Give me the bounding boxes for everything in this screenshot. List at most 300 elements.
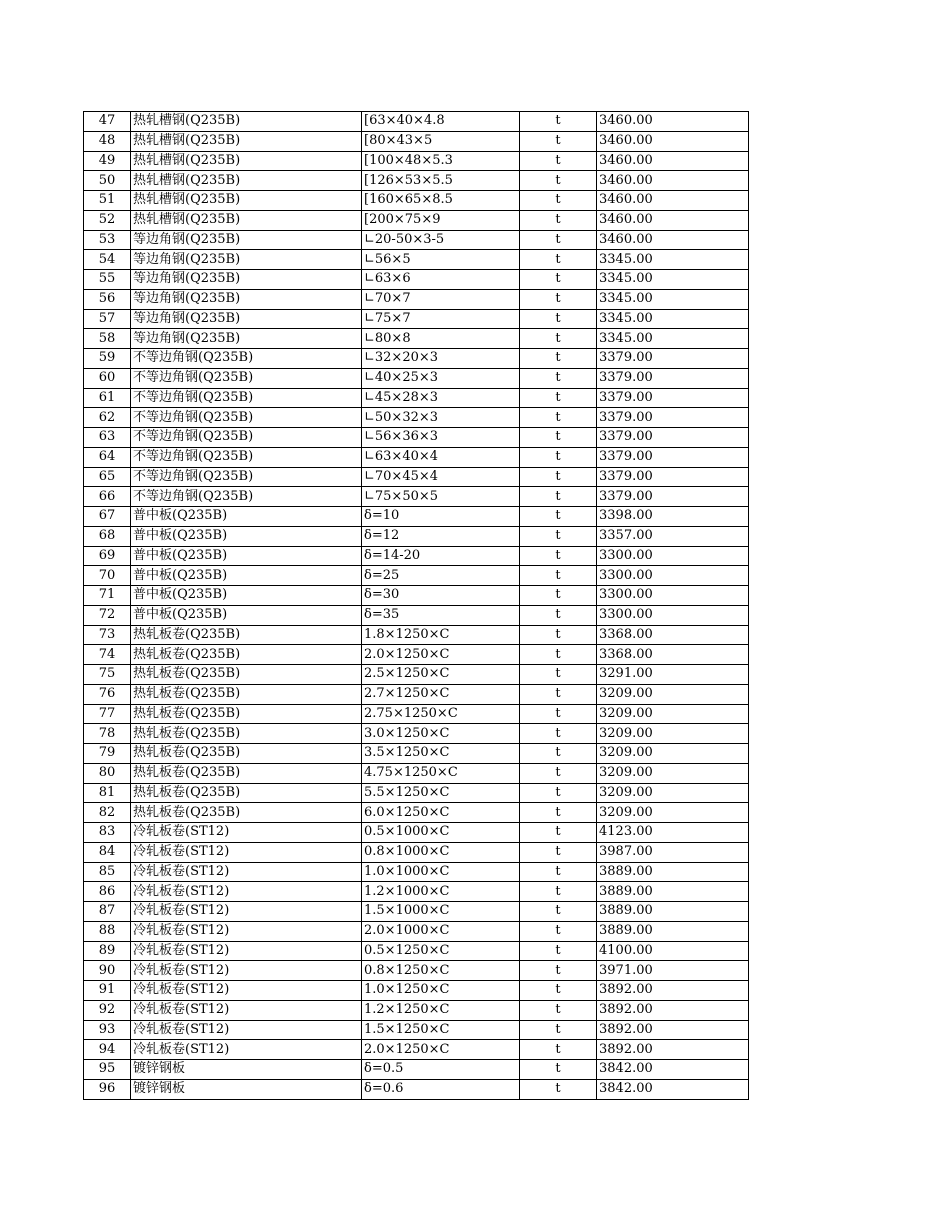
unit-cell: t — [520, 566, 597, 586]
unit-cell: t — [520, 250, 597, 270]
table-row — [84, 230, 749, 250]
unit-cell: t — [520, 724, 597, 744]
price-cell: 3842.00 — [597, 1079, 749, 1099]
material-name-cell: 不等边角钢(Q235B) — [131, 447, 362, 467]
unit-cell: t — [520, 823, 597, 843]
unit-cell: t — [520, 842, 597, 862]
price-cell: 4123.00 — [597, 823, 749, 843]
unit-cell: t — [520, 803, 597, 823]
table-row — [84, 665, 749, 685]
price-cell: 3209.00 — [597, 783, 749, 803]
row-number-cell: 91 — [84, 981, 131, 1001]
unit-cell: t — [520, 763, 597, 783]
unit-cell: t — [520, 329, 597, 349]
unit-cell: t — [520, 447, 597, 467]
table-row — [84, 210, 749, 230]
material-name-cell: 普中板(Q235B) — [131, 546, 362, 566]
table-row — [84, 270, 749, 290]
specification-cell: ∟56×36×3 — [362, 428, 520, 448]
specification-cell: ∟20-50×3-5 — [362, 230, 520, 250]
table-row — [84, 546, 749, 566]
price-cell: 3300.00 — [597, 586, 749, 606]
price-cell: 3379.00 — [597, 487, 749, 507]
price-cell: 3368.00 — [597, 645, 749, 665]
price-cell: 3345.00 — [597, 329, 749, 349]
unit-cell: t — [520, 487, 597, 507]
table-row — [84, 131, 749, 151]
specification-cell: [100×48×5.3 — [362, 151, 520, 171]
price-cell: 3379.00 — [597, 368, 749, 388]
specification-cell: 1.2×1000×C — [362, 882, 520, 902]
price-cell: 3889.00 — [597, 882, 749, 902]
specification-cell: δ=30 — [362, 586, 520, 606]
material-name-cell: 不等边角钢(Q235B) — [131, 349, 362, 369]
table-row — [84, 526, 749, 546]
table-row — [84, 724, 749, 744]
table-row — [84, 368, 749, 388]
price-cell: 4100.00 — [597, 941, 749, 961]
material-name-cell: 不等边角钢(Q235B) — [131, 428, 362, 448]
price-table — [83, 111, 749, 1100]
unit-cell: t — [520, 605, 597, 625]
specification-cell: 2.5×1250×C — [362, 665, 520, 685]
row-number-cell: 51 — [84, 191, 131, 211]
unit-cell: t — [520, 684, 597, 704]
row-number-cell: 85 — [84, 862, 131, 882]
unit-cell: t — [520, 981, 597, 1001]
row-number-cell: 89 — [84, 941, 131, 961]
price-cell: 3345.00 — [597, 309, 749, 329]
material-name-cell: 冷轧板卷(ST12) — [131, 882, 362, 902]
price-cell: 3209.00 — [597, 684, 749, 704]
table-row — [84, 1000, 749, 1020]
table-row — [84, 842, 749, 862]
table-row — [84, 803, 749, 823]
row-number-cell: 70 — [84, 566, 131, 586]
row-number-cell: 79 — [84, 744, 131, 764]
specification-cell: δ=0.6 — [362, 1079, 520, 1099]
material-name-cell: 等边角钢(Q235B) — [131, 250, 362, 270]
material-name-cell: 热轧槽钢(Q235B) — [131, 191, 362, 211]
specification-cell: [63×40×4.8 — [362, 112, 520, 132]
material-name-cell: 冷轧板卷(ST12) — [131, 1040, 362, 1060]
table-row — [84, 467, 749, 487]
price-cell: 3379.00 — [597, 428, 749, 448]
table-row — [84, 744, 749, 764]
row-number-cell: 71 — [84, 586, 131, 606]
row-number-cell: 94 — [84, 1040, 131, 1060]
material-name-cell: 镀锌钢板 — [131, 1060, 362, 1080]
price-cell: 3379.00 — [597, 349, 749, 369]
material-name-cell: 冷轧板卷(ST12) — [131, 941, 362, 961]
unit-cell: t — [520, 625, 597, 645]
material-name-cell: 不等边角钢(Q235B) — [131, 388, 362, 408]
row-number-cell: 61 — [84, 388, 131, 408]
material-name-cell: 热轧板卷(Q235B) — [131, 803, 362, 823]
price-cell: 3889.00 — [597, 902, 749, 922]
table-row — [84, 171, 749, 191]
material-name-cell: 不等边角钢(Q235B) — [131, 368, 362, 388]
table-row — [84, 921, 749, 941]
unit-cell: t — [520, 210, 597, 230]
price-cell: 3398.00 — [597, 507, 749, 527]
table-row — [84, 981, 749, 1001]
specification-cell: ∟75×7 — [362, 309, 520, 329]
material-name-cell: 热轧板卷(Q235B) — [131, 625, 362, 645]
table-row — [84, 783, 749, 803]
specification-cell: 3.0×1250×C — [362, 724, 520, 744]
material-name-cell: 普中板(Q235B) — [131, 586, 362, 606]
price-cell: 3209.00 — [597, 763, 749, 783]
specification-cell: 3.5×1250×C — [362, 744, 520, 764]
table-row — [84, 566, 749, 586]
unit-cell: t — [520, 309, 597, 329]
table-row — [84, 684, 749, 704]
table-row — [84, 704, 749, 724]
specification-cell: ∟80×8 — [362, 329, 520, 349]
table-row — [84, 309, 749, 329]
row-number-cell: 62 — [84, 408, 131, 428]
unit-cell: t — [520, 507, 597, 527]
row-number-cell: 69 — [84, 546, 131, 566]
specification-cell: δ=0.5 — [362, 1060, 520, 1080]
row-number-cell: 88 — [84, 921, 131, 941]
row-number-cell: 90 — [84, 961, 131, 981]
row-number-cell: 57 — [84, 309, 131, 329]
unit-cell: t — [520, 586, 597, 606]
specification-cell: 1.0×1000×C — [362, 862, 520, 882]
table-row — [84, 507, 749, 527]
table-row — [84, 1020, 749, 1040]
material-name-cell: 热轧板卷(Q235B) — [131, 665, 362, 685]
row-number-cell: 52 — [84, 210, 131, 230]
specification-cell: 5.5×1250×C — [362, 783, 520, 803]
unit-cell: t — [520, 921, 597, 941]
table-row — [84, 349, 749, 369]
unit-cell: t — [520, 1000, 597, 1020]
material-name-cell: 不等边角钢(Q235B) — [131, 467, 362, 487]
specification-cell: 1.8×1250×C — [362, 625, 520, 645]
material-name-cell: 热轧槽钢(Q235B) — [131, 210, 362, 230]
material-name-cell: 冷轧板卷(ST12) — [131, 921, 362, 941]
row-number-cell: 55 — [84, 270, 131, 290]
table-row — [84, 289, 749, 309]
specification-cell: 0.5×1250×C — [362, 941, 520, 961]
material-name-cell: 等边角钢(Q235B) — [131, 329, 362, 349]
unit-cell: t — [520, 783, 597, 803]
material-name-cell: 普中板(Q235B) — [131, 566, 362, 586]
price-cell: 3379.00 — [597, 388, 749, 408]
price-cell: 3291.00 — [597, 665, 749, 685]
material-name-cell: 冷轧板卷(ST12) — [131, 1020, 362, 1040]
unit-cell: t — [520, 1040, 597, 1060]
unit-cell: t — [520, 270, 597, 290]
unit-cell: t — [520, 191, 597, 211]
price-cell: 3379.00 — [597, 408, 749, 428]
specification-cell: 1.2×1250×C — [362, 1000, 520, 1020]
specification-cell: 1.5×1250×C — [362, 1020, 520, 1040]
price-cell: 3892.00 — [597, 1020, 749, 1040]
material-name-cell: 普中板(Q235B) — [131, 507, 362, 527]
row-number-cell: 54 — [84, 250, 131, 270]
price-cell: 3460.00 — [597, 131, 749, 151]
specification-cell: ∟75×50×5 — [362, 487, 520, 507]
specification-cell: ∟70×7 — [362, 289, 520, 309]
price-cell: 3368.00 — [597, 625, 749, 645]
specification-cell: [126×53×5.5 — [362, 171, 520, 191]
row-number-cell: 67 — [84, 507, 131, 527]
specification-cell: [160×65×8.5 — [362, 191, 520, 211]
price-cell: 3842.00 — [597, 1060, 749, 1080]
specification-cell: 0.8×1000×C — [362, 842, 520, 862]
row-number-cell: 95 — [84, 1060, 131, 1080]
specification-cell: 0.5×1000×C — [362, 823, 520, 843]
table-row — [84, 1079, 749, 1099]
row-number-cell: 96 — [84, 1079, 131, 1099]
specification-cell: [80×43×5 — [362, 131, 520, 151]
table-row — [84, 250, 749, 270]
material-name-cell: 冷轧板卷(ST12) — [131, 1000, 362, 1020]
specification-cell: δ=10 — [362, 507, 520, 527]
price-cell: 3300.00 — [597, 546, 749, 566]
material-name-cell: 普中板(Q235B) — [131, 605, 362, 625]
row-number-cell: 81 — [84, 783, 131, 803]
material-name-cell: 冷轧板卷(ST12) — [131, 842, 362, 862]
table-row — [84, 112, 749, 132]
table-row — [84, 862, 749, 882]
specification-cell: ∟56×5 — [362, 250, 520, 270]
material-name-cell: 不等边角钢(Q235B) — [131, 408, 362, 428]
material-name-cell: 热轧板卷(Q235B) — [131, 704, 362, 724]
specification-cell: 1.0×1250×C — [362, 981, 520, 1001]
material-name-cell: 等边角钢(Q235B) — [131, 309, 362, 329]
specification-cell: ∟70×45×4 — [362, 467, 520, 487]
table-row — [84, 447, 749, 467]
material-name-cell: 热轧槽钢(Q235B) — [131, 171, 362, 191]
material-name-cell: 热轧板卷(Q235B) — [131, 645, 362, 665]
unit-cell: t — [520, 1020, 597, 1040]
specification-cell: ∟45×28×3 — [362, 388, 520, 408]
price-cell: 3460.00 — [597, 230, 749, 250]
material-name-cell: 热轧槽钢(Q235B) — [131, 112, 362, 132]
unit-cell: t — [520, 131, 597, 151]
specification-cell: 4.75×1250×C — [362, 763, 520, 783]
material-name-cell: 等边角钢(Q235B) — [131, 289, 362, 309]
price-cell: 3379.00 — [597, 467, 749, 487]
material-name-cell: 冷轧板卷(ST12) — [131, 862, 362, 882]
price-cell: 3889.00 — [597, 921, 749, 941]
row-number-cell: 82 — [84, 803, 131, 823]
price-cell: 3379.00 — [597, 447, 749, 467]
price-cell: 3209.00 — [597, 803, 749, 823]
price-cell: 3892.00 — [597, 1040, 749, 1060]
specification-cell: 2.0×1250×C — [362, 645, 520, 665]
specification-cell: δ=35 — [362, 605, 520, 625]
unit-cell: t — [520, 408, 597, 428]
price-cell: 3209.00 — [597, 724, 749, 744]
material-name-cell: 不等边角钢(Q235B) — [131, 487, 362, 507]
price-cell: 3460.00 — [597, 210, 749, 230]
specification-cell: ∟40×25×3 — [362, 368, 520, 388]
price-cell: 3460.00 — [597, 151, 749, 171]
unit-cell: t — [520, 1060, 597, 1080]
table-row — [84, 882, 749, 902]
unit-cell: t — [520, 862, 597, 882]
unit-cell: t — [520, 289, 597, 309]
unit-cell: t — [520, 428, 597, 448]
row-number-cell: 53 — [84, 230, 131, 250]
table-row — [84, 902, 749, 922]
price-table-body — [84, 112, 749, 1100]
row-number-cell: 76 — [84, 684, 131, 704]
table-row — [84, 645, 749, 665]
table-row — [84, 941, 749, 961]
material-name-cell: 热轧板卷(Q235B) — [131, 724, 362, 744]
row-number-cell: 93 — [84, 1020, 131, 1040]
row-number-cell: 75 — [84, 665, 131, 685]
row-number-cell: 63 — [84, 428, 131, 448]
table-row — [84, 605, 749, 625]
row-number-cell: 48 — [84, 131, 131, 151]
price-cell: 3357.00 — [597, 526, 749, 546]
material-name-cell: 等边角钢(Q235B) — [131, 230, 362, 250]
specification-cell: 2.7×1250×C — [362, 684, 520, 704]
price-cell: 3892.00 — [597, 981, 749, 1001]
price-cell: 3300.00 — [597, 605, 749, 625]
price-cell: 3460.00 — [597, 191, 749, 211]
material-name-cell: 热轧板卷(Q235B) — [131, 684, 362, 704]
price-cell: 3209.00 — [597, 704, 749, 724]
material-name-cell: 冷轧板卷(ST12) — [131, 961, 362, 981]
unit-cell: t — [520, 349, 597, 369]
price-cell: 3460.00 — [597, 112, 749, 132]
table-row — [84, 191, 749, 211]
price-cell: 3987.00 — [597, 842, 749, 862]
price-cell: 3300.00 — [597, 566, 749, 586]
specification-cell: ∟63×40×4 — [362, 447, 520, 467]
table-row — [84, 329, 749, 349]
row-number-cell: 78 — [84, 724, 131, 744]
unit-cell: t — [520, 388, 597, 408]
row-number-cell: 65 — [84, 467, 131, 487]
specification-cell: 1.5×1000×C — [362, 902, 520, 922]
table-row — [84, 625, 749, 645]
row-number-cell: 84 — [84, 842, 131, 862]
unit-cell: t — [520, 961, 597, 981]
price-cell: 3209.00 — [597, 744, 749, 764]
unit-cell: t — [520, 112, 597, 132]
unit-cell: t — [520, 230, 597, 250]
price-cell: 3971.00 — [597, 961, 749, 981]
row-number-cell: 72 — [84, 605, 131, 625]
specification-cell: [200×75×9 — [362, 210, 520, 230]
unit-cell: t — [520, 902, 597, 922]
specification-cell: δ=12 — [362, 526, 520, 546]
unit-cell: t — [520, 941, 597, 961]
unit-cell: t — [520, 665, 597, 685]
price-cell: 3892.00 — [597, 1000, 749, 1020]
row-number-cell: 86 — [84, 882, 131, 902]
material-name-cell: 热轧板卷(Q235B) — [131, 763, 362, 783]
material-name-cell: 热轧槽钢(Q235B) — [131, 131, 362, 151]
unit-cell: t — [520, 546, 597, 566]
row-number-cell: 64 — [84, 447, 131, 467]
table-row — [84, 586, 749, 606]
row-number-cell: 49 — [84, 151, 131, 171]
row-number-cell: 92 — [84, 1000, 131, 1020]
specification-cell: δ=14-20 — [362, 546, 520, 566]
specification-cell: ∟32×20×3 — [362, 349, 520, 369]
specification-cell: 2.75×1250×C — [362, 704, 520, 724]
table-row — [84, 763, 749, 783]
table-row — [84, 1060, 749, 1080]
material-name-cell: 冷轧板卷(ST12) — [131, 823, 362, 843]
table-row — [84, 961, 749, 981]
unit-cell: t — [520, 882, 597, 902]
row-number-cell: 73 — [84, 625, 131, 645]
unit-cell: t — [520, 171, 597, 191]
specification-cell: δ=25 — [362, 566, 520, 586]
unit-cell: t — [520, 645, 597, 665]
unit-cell: t — [520, 744, 597, 764]
specification-cell: 0.8×1250×C — [362, 961, 520, 981]
table-row — [84, 1040, 749, 1060]
row-number-cell: 50 — [84, 171, 131, 191]
unit-cell: t — [520, 526, 597, 546]
table-row — [84, 408, 749, 428]
material-name-cell: 普中板(Q235B) — [131, 526, 362, 546]
row-number-cell: 87 — [84, 902, 131, 922]
price-cell: 3460.00 — [597, 171, 749, 191]
row-number-cell: 83 — [84, 823, 131, 843]
price-cell: 3889.00 — [597, 862, 749, 882]
row-number-cell: 66 — [84, 487, 131, 507]
material-name-cell: 热轧槽钢(Q235B) — [131, 151, 362, 171]
unit-cell: t — [520, 151, 597, 171]
material-name-cell: 等边角钢(Q235B) — [131, 270, 362, 290]
row-number-cell: 56 — [84, 289, 131, 309]
row-number-cell: 60 — [84, 368, 131, 388]
material-name-cell: 冷轧板卷(ST12) — [131, 902, 362, 922]
material-name-cell: 热轧板卷(Q235B) — [131, 744, 362, 764]
specification-cell: ∟63×6 — [362, 270, 520, 290]
unit-cell: t — [520, 704, 597, 724]
table-row — [84, 388, 749, 408]
table-row — [84, 151, 749, 171]
material-name-cell: 冷轧板卷(ST12) — [131, 981, 362, 1001]
row-number-cell: 58 — [84, 329, 131, 349]
unit-cell: t — [520, 1079, 597, 1099]
unit-cell: t — [520, 467, 597, 487]
specification-cell: 6.0×1250×C — [362, 803, 520, 823]
row-number-cell: 74 — [84, 645, 131, 665]
table-row — [84, 428, 749, 448]
price-cell: 3345.00 — [597, 289, 749, 309]
row-number-cell: 80 — [84, 763, 131, 783]
table-row — [84, 487, 749, 507]
table-row — [84, 823, 749, 843]
material-name-cell: 镀锌钢板 — [131, 1079, 362, 1099]
row-number-cell: 59 — [84, 349, 131, 369]
row-number-cell: 68 — [84, 526, 131, 546]
specification-cell: 2.0×1000×C — [362, 921, 520, 941]
unit-cell: t — [520, 368, 597, 388]
price-cell: 3345.00 — [597, 270, 749, 290]
row-number-cell: 77 — [84, 704, 131, 724]
material-name-cell: 热轧板卷(Q235B) — [131, 783, 362, 803]
price-cell: 3345.00 — [597, 250, 749, 270]
specification-cell: ∟50×32×3 — [362, 408, 520, 428]
